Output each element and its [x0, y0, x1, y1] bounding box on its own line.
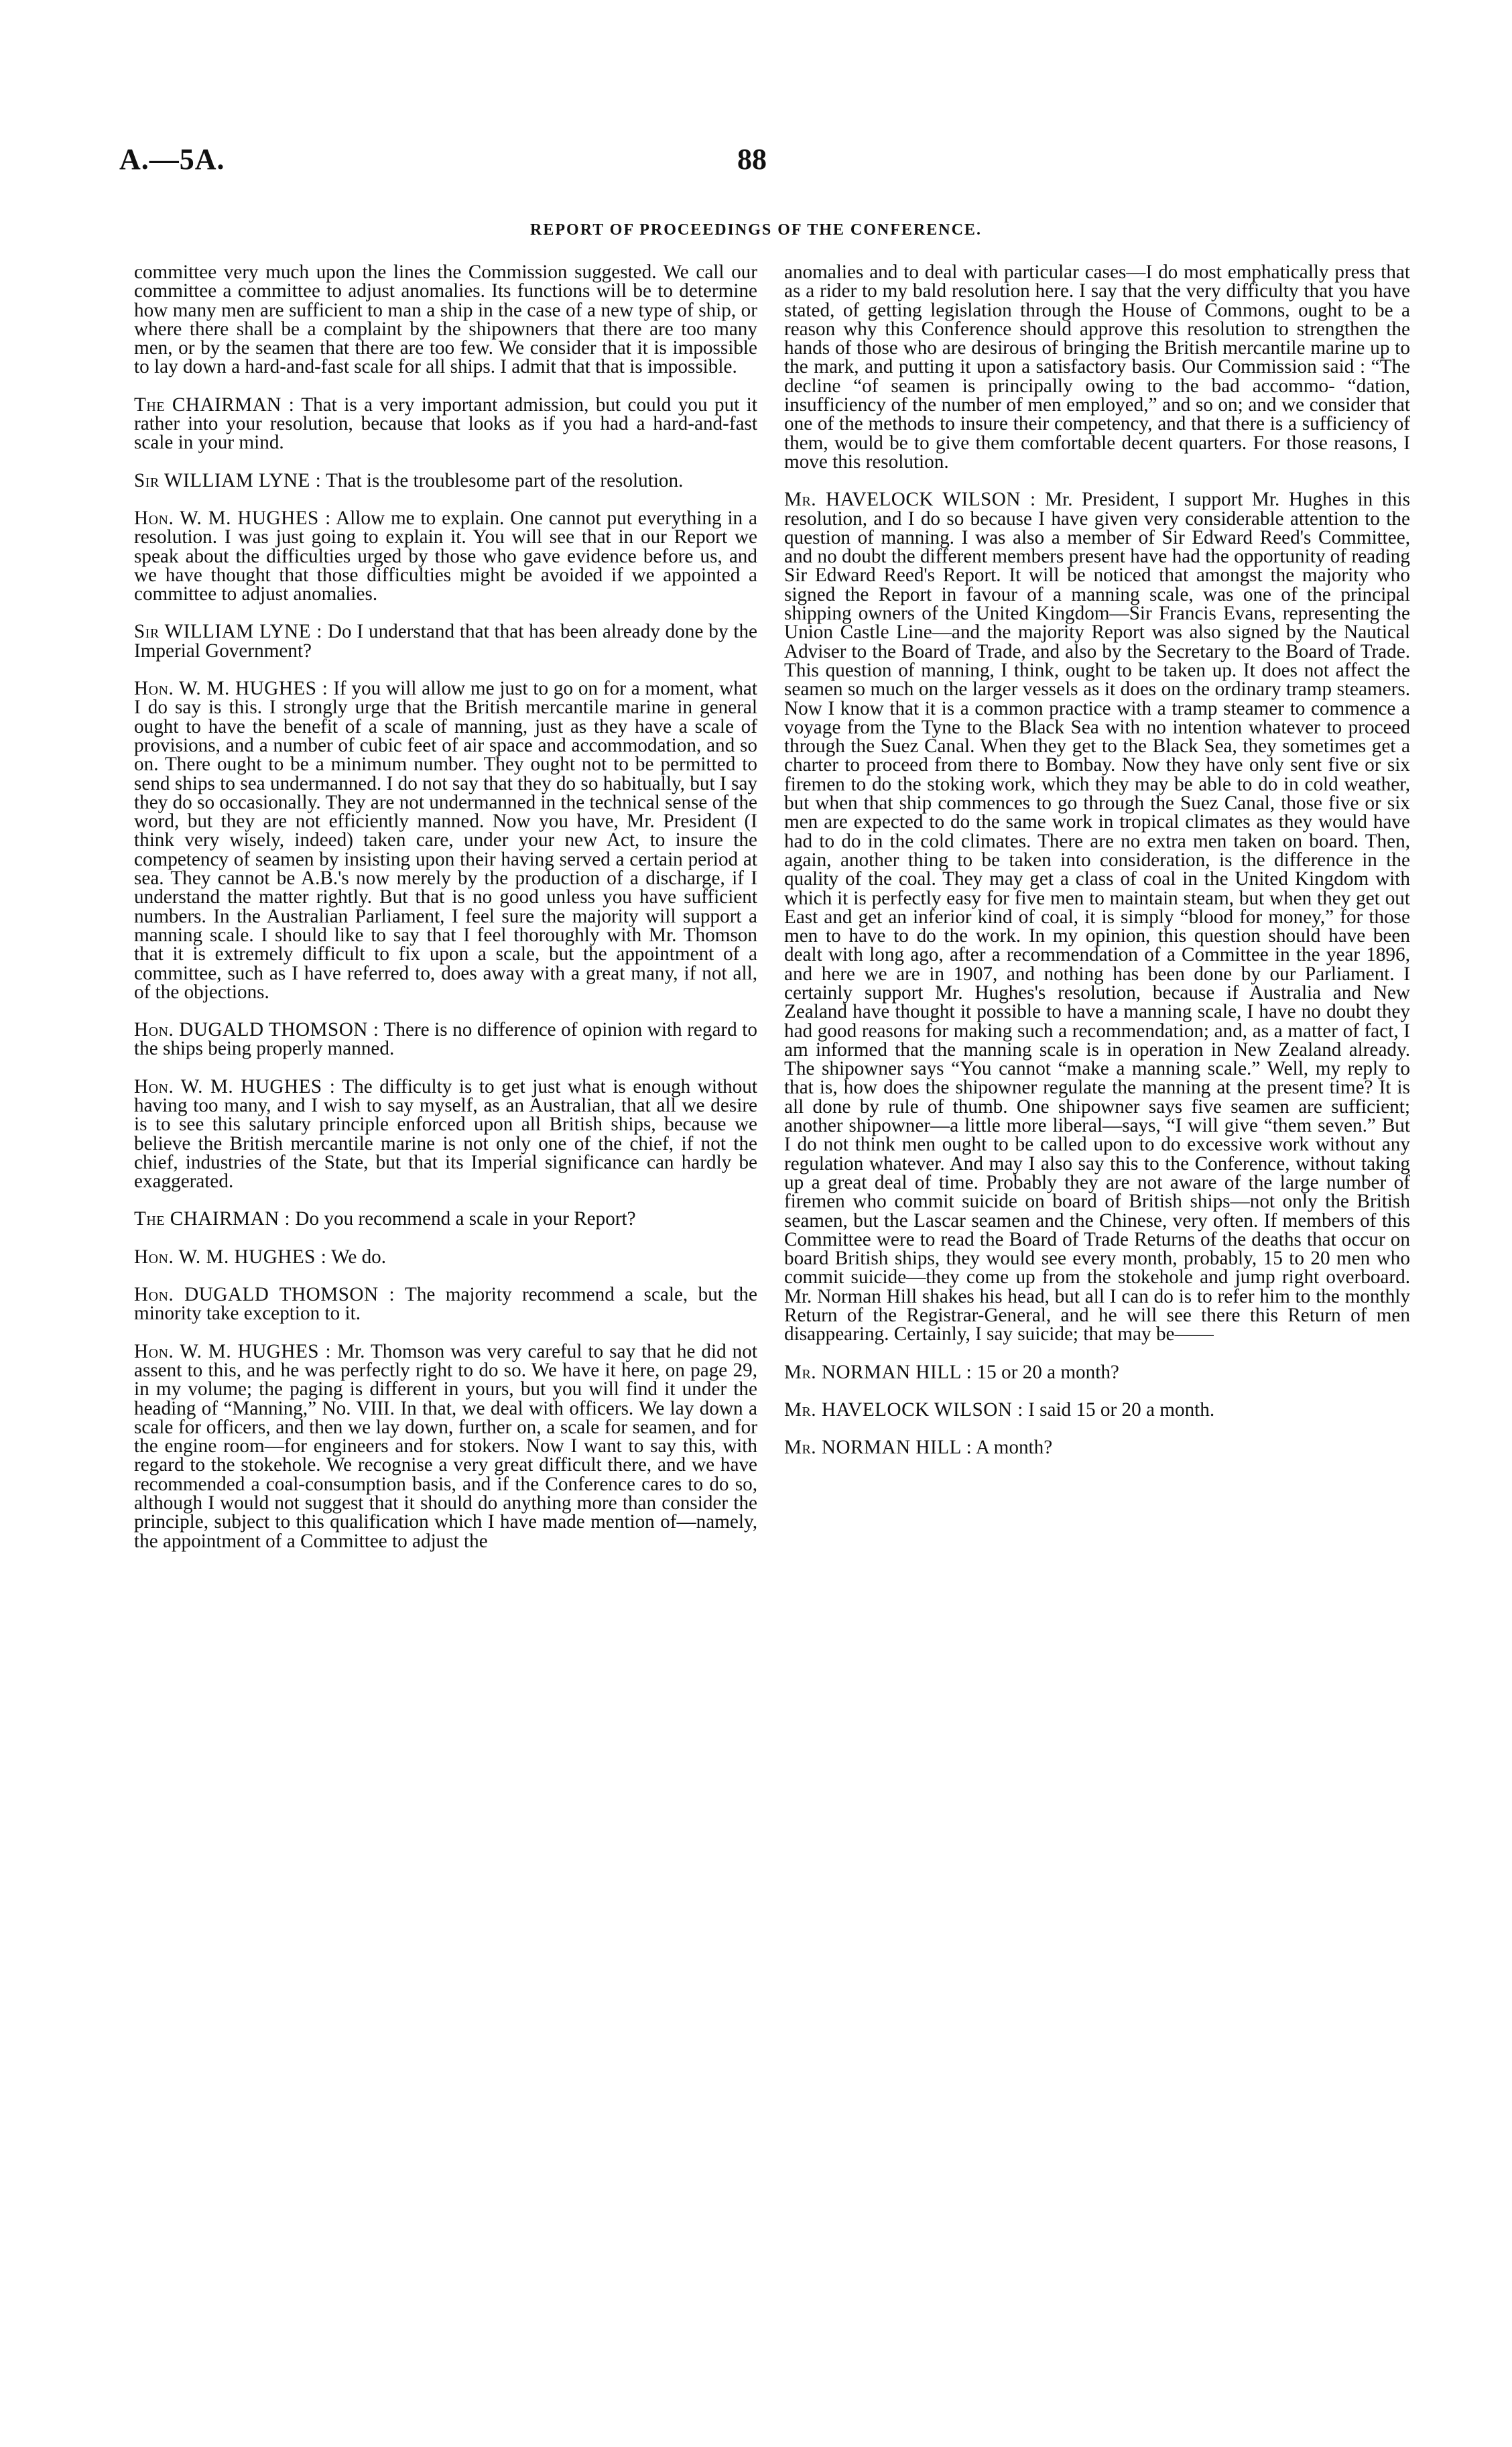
- paragraph: Hon. W. M. HUGHES : Mr. Thomson was very careful to say that he did not assent to this, and he was perfectly right to do so. We have it here, on page 29, in my volume; the paging is different in yours, but you will find it under the heading of “Manning,” No. VIII. In that, we deal with officers. We lay down a scale for officers, and then we lay down, further on, a scale for seamen, and for the engine room—for engineers and for stokers. Now I want to say this, with regard to the stokehole. We recognise a very great difficult there, and we have recommended a coal-consumption basis, and if the Conference cares to do so, although I would not suggest that it should do anything more than consider the principle, subject to this qualification which I have made mention of—namely, the appointment of a Committee to adjust the: [134, 1340, 757, 1552]
- paragraph: The CHAIRMAN : That is a very important admission, but could you put it rather into your resolution, because that looks as if you had a hard-and-fast scale in your mind.: [134, 394, 757, 454]
- paragraph: Mr. HAVELOCK WILSON : Mr. President, I support Mr. Hughes in this resolution, and I do so because I have given very considerable attention to the question of manning. I was also a member of Sir Edward Reed's Committee, and no doubt the different members present have had the opportunity of reading Sir Edward Reed's Report. It will be noticed that amongst the majority who signed the Report in favour of a manning scale, was one of the principal shipping owners of the United Kingdom—Sir Francis Evans, representing the Union Castle Line—and the majority Report was also signed by the Nautical Adviser to the Board of Trade, and also by the Secretary to the Board of Trade. This question of manning, I think, ought to be taken up. It does not affect the seamen so much on the larger vessels as it does on the ordinary tramp steamers. Now I know that it is a common practice with a tramp steamer to commence a voyage from the Tyne to the Black Sea with no intention whatever to proceed through the Suez Canal. When they get to the Black Sea, they sometimes get a charter to proceed from there to Bombay. Now they have only sent five or six firemen to do the stoking work, which they may be able to do in cold weather, but when that ship commences to go through the Suez Canal, those five or six men are expected to do the same work in tropical climates as they would have had to do in the cold climates. There are no extra men taken on board. Then, again, another thing to be taken into consideration, is the difference in the quality of the coal. They may get a class of coal in the United Kingdom with which it is perfectly easy for five men to maintain steam, but when they get out East and get an inferior kind of coal, it is simply “blood for money,” for those men to have to do the work. In my opinion, this question should have been dealt with long ago, after a recommendation of a Committee in the year 1896, and here we are in 1907, and nothing has been done by our Parliament. I certainly support Mr. Hughes's resolution, because if Australia and New Zealand have thought it possible to have a manning scale, I have no doubt they had good reasons for making such a recommendation; and, as a matter of fact, I am informed that the manning scale is in operation in New Zealand already. The shipowner says “You cannot “make a manning scale.” Well, my reply to that is, how does the shipowner regulate the manning at the present time? It is all done by rule of thumb. One shipowner says five seamen are sufficient; another shipowner—a little more liberal—says, “I will give “them seven.” But I do not think men ought to be called upon to do excessive work without any regulation whatever. And may I also say this to the Conference, without taking up a great deal of time. Probably they are not aware of the large number of firemen who commit suicide on board of British ships—not only the British seamen, but the Lascar seamen and the Chinese, very often. If members of this Committee were to read the Board of Trade Returns of the deaths that occur on board British ships, they would see every month, probably, 15 to 20 men who commit suicide—they come up from the stokehole and jump right overboard. Mr. Norman Hill shakes his head, but all I can do is to refer him to the monthly Return of the Registrar-General, and he will see there this Return of men disappearing. Certainly, I say suicide; that may be——: [784, 489, 1410, 1346]
- paragraph: Mr. HAVELOCK WILSON : I said 15 or 20 a month.: [784, 1398, 1215, 1421]
- speaker-name: Hon. W. M. HUGHES :: [134, 1075, 336, 1097]
- speaker-name: The CHAIRMAN :: [134, 1208, 291, 1230]
- speaker-name: Mr. HAVELOCK WILSON :: [784, 1398, 1023, 1421]
- speaker-name: Sir WILLIAM LYNE :: [134, 469, 322, 491]
- speaker-name: Hon. W. M. HUGHES :: [134, 1340, 332, 1362]
- paragraph: The CHAIRMAN : Do you recommend a scale in your Report?: [134, 1208, 636, 1230]
- speaker-name: Mr. HAVELOCK WILSON :: [784, 489, 1036, 511]
- speaker-name: Hon. DUGALD THOMSON :: [134, 1284, 395, 1306]
- speaker-name: Mr. NORMAN HILL :: [784, 1361, 972, 1383]
- paragraph: Mr. NORMAN HILL : 15 or 20 a month?: [784, 1361, 1119, 1383]
- paragraph: Hon. W. M. HUGHES : Allow me to explain. One cannot put everything in a resolution. I was just going to explain it. You will see that in our Report we speak about the difficulties urged by those who gave evidence before us, and we have thought that those difficulties might be avoided if we appointed a committee to adjust anomalies.: [134, 507, 758, 605]
- paragraph: Sir WILLIAM LYNE : That is the troublesome part of the resolution.: [134, 469, 684, 491]
- right-column: [784, 263, 1410, 1476]
- speaker-name: Hon. DUGALD THOMSON :: [134, 1019, 379, 1041]
- speaker-name: Hon. W. M. HUGHES :: [134, 678, 328, 700]
- speaker-name: Mr. NORMAN HILL :: [784, 1437, 972, 1459]
- page-reference: A.—5A.: [119, 143, 225, 176]
- paragraph: anomalies and to deal with particular cases—I do most emphatically press that as a rider to my bald resolution here. I say that the very difficulty that you have stated, of getting legislation through the House of Commons, ought to be a reason why this Conference should approve this resolution to strengthen the hands of those who are desirous of bringing the British mercantile marine up to the mark, and putting it upon a satisfactory basis. Our Commission said : “The decline “of seamen is principally owing to the bad accommo- “dation, insufficiency of the number of men employed,” and so on; and we consider that one of the methods to insure their competency, and that there is a sufficiency of them, would be to give them comfortable decent quarters. For those reasons, I move this resolution.: [784, 261, 1410, 473]
- speaker-name: The CHAIRMAN :: [134, 394, 295, 416]
- paragraph: Sir WILLIAM LYNE : Do I understand that that has been already done by the Imperial Government?: [134, 621, 757, 662]
- speaker-name: Hon. W. M. HUGHES :: [134, 507, 331, 529]
- running-title: REPORT OF PROCEEDINGS OF THE CONFERENCE.: [530, 221, 982, 239]
- left-column: [134, 263, 757, 1569]
- paragraph: Hon. W. M. HUGHES : We do.: [134, 1246, 387, 1268]
- speaker-name: Sir WILLIAM LYNE :: [134, 621, 322, 643]
- speaker-name: Hon. W. M. HUGHES :: [134, 1246, 327, 1268]
- paragraph: Mr. NORMAN HILL : A month?: [784, 1437, 1053, 1459]
- paragraph: Hon. DUGALD THOMSON : The majority recommend a scale, but the minority take exception to it.: [134, 1284, 757, 1325]
- paragraph: committee very much upon the lines the Commission suggested. We call our committee a committee to adjust anomalies. Its functions will be to determine how many men are sufficient to man a ship in the case of a new type of ship, or where there shall be a complaint by the shipowners that there are too many men, or by the seamen that there are too few. We consider that it is impossible to lay down a hard-and-fast scale for all ships. I admit that that is impossible.: [134, 261, 757, 378]
- page-number: 88: [737, 143, 767, 176]
- paragraph: Hon. W. M. HUGHES : The difficulty is to get just what is enough without having too many, and I wish to say myself, as an Australian, that all we desire is to see this salutary principle enforced upon all British ships, because we believe the British mercantile marine is not only one of the chief, if not the chief, industries of the State, but that its Imperial significance can hardly be exaggerated.: [134, 1075, 757, 1193]
- paragraph: Hon. W. M. HUGHES : If you will allow me just to go on for a moment, what I do say is this. I strongly urge that the British mercantile marine in general ought to have the benefit of a scale of manning, just as they have a scale of provisions, and a number of cubic feet of air space and accommodation, and so on. There ought to be a minimum number. They ought not to be permitted to send ships to sea undermanned. I do not say that they do so habitually, but I say they do so occasionally. They are not undermanned in the technical sense of the word, but they are not efficiently manned. Now you have, Mr. President (I think very wisely, indeed) taken care, under your new Act, to insure the competency of seamen by insisting upon their having served a certain period at sea. They cannot be A.B.'s now merely by the production of a discharge, if I understand the matter rightly. But that is no good unless you have sufficient numbers. In the Australian Parliament, I feel sure the majority will support a manning scale. I should like to say that I feel thoroughly with Mr. Thomson that it is extremely difficult to fix upon a scale, but the appointment of a committee, such as I have referred to, does away with a great many, if not all, of the objections.: [134, 678, 757, 1003]
- paragraph: Hon. DUGALD THOMSON : There is no difference of opinion with regard to the ships being properly manned.: [134, 1019, 757, 1060]
